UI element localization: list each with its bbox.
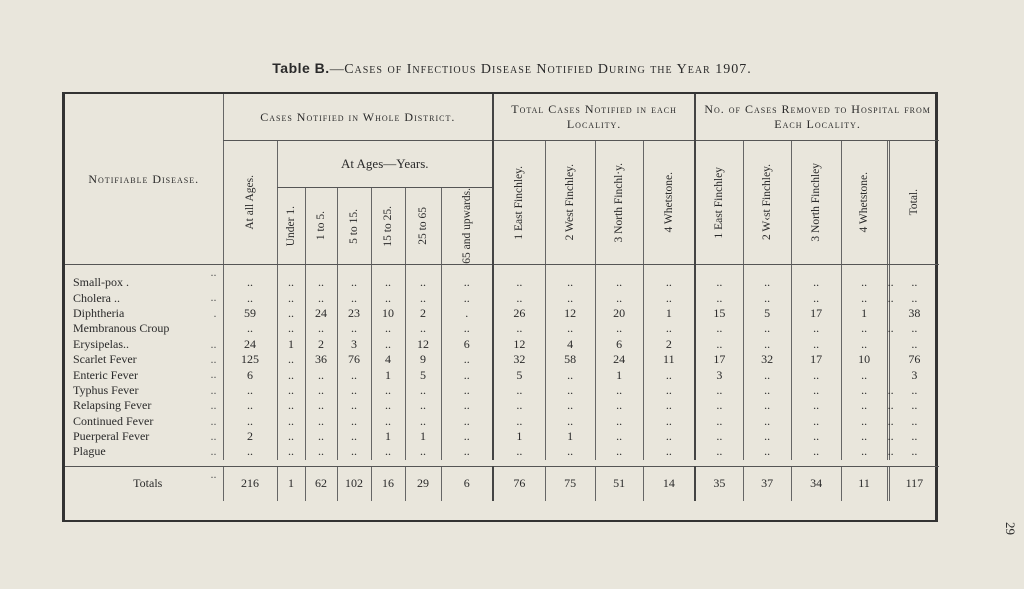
cell-value: .. xyxy=(371,321,405,336)
table-row xyxy=(65,444,939,459)
cell-value: .. xyxy=(493,383,545,398)
cell-value: .. xyxy=(405,290,441,305)
cell-value: 125 xyxy=(223,352,277,367)
cell-value: .. xyxy=(337,321,371,336)
cell-value: .. xyxy=(405,321,441,336)
cell-value: 9 xyxy=(405,352,441,367)
cell-value: .. xyxy=(371,265,405,291)
cell-value: .. xyxy=(743,398,791,413)
cell-value: .. xyxy=(695,337,743,352)
table-row xyxy=(65,290,939,305)
table-row xyxy=(65,352,939,367)
cell-value: .. xyxy=(887,444,894,459)
cell-value: 2 xyxy=(643,337,695,352)
cell-value: .. xyxy=(277,265,305,291)
cell-value: 5 xyxy=(493,367,545,382)
cell-value: 12 xyxy=(545,306,595,321)
cell-value: .. xyxy=(371,337,405,352)
table-row xyxy=(65,306,939,321)
cell-value: .. xyxy=(405,444,441,459)
cell-value: .. xyxy=(405,414,441,429)
cell-value: .. xyxy=(889,444,939,459)
cell-value: 17 xyxy=(695,352,743,367)
cell-value: .. xyxy=(841,337,887,352)
cell-value: .. xyxy=(441,444,493,459)
cell-value: .. xyxy=(545,290,595,305)
disease-name: Totals .. xyxy=(65,466,223,501)
cell-value: .. xyxy=(841,414,887,429)
header-loc-2: 2 West Finchley. xyxy=(545,141,595,265)
disease-name: Scarlet Fever .. xyxy=(73,351,217,367)
disease-name: Relapsing Fever .. xyxy=(73,398,217,413)
cell-value: .. xyxy=(545,414,595,429)
cell-value: .. xyxy=(371,398,405,413)
cell-value: 29 xyxy=(405,466,441,501)
cell-value: 1 xyxy=(545,429,595,444)
cell-value: 12 xyxy=(405,337,441,352)
cell-value: .. xyxy=(223,444,277,459)
cell-value: .. xyxy=(791,367,841,382)
cell-value: .. xyxy=(545,398,595,413)
cell-value: .. xyxy=(595,321,643,336)
totals-row xyxy=(65,466,939,501)
cell-value: .. xyxy=(841,429,887,444)
cell-value: .. xyxy=(791,337,841,352)
header-loc-3: 3 North Finchl·y. xyxy=(595,141,643,265)
cell-value: .. xyxy=(595,444,643,459)
cell-value: .. xyxy=(405,398,441,413)
cell-value: .. xyxy=(223,383,277,398)
cell-value: .. xyxy=(337,265,371,291)
header-group-whole: Cases Notified in Whole District. xyxy=(223,94,493,141)
cell-value: 36 xyxy=(305,352,337,367)
cell-value: 6 xyxy=(595,337,643,352)
cell-value: .. xyxy=(595,383,643,398)
cell-value: .. xyxy=(305,321,337,336)
table-row xyxy=(65,337,939,352)
cell-value: 32 xyxy=(493,352,545,367)
cell-value: 1 xyxy=(595,367,643,382)
cell-value: .. xyxy=(493,290,545,305)
cell-value: 102 xyxy=(337,466,371,501)
cell-value: .. xyxy=(889,321,939,336)
cell-value: .. xyxy=(545,367,595,382)
header-group-locality: Total Cases Notified in each Locality. xyxy=(493,94,695,141)
cell-value: 62 xyxy=(305,466,337,501)
cell-value: .. xyxy=(643,398,695,413)
cell-value: .. xyxy=(887,321,894,336)
cell-value: 1 xyxy=(643,306,695,321)
cell-value: .. xyxy=(889,398,939,413)
cell-value: 14 xyxy=(643,466,695,501)
cell-value: 10 xyxy=(371,306,405,321)
cell-value: .. xyxy=(277,290,305,305)
header-hosp-3: 3 North Finchley xyxy=(791,141,841,265)
cell-value: .. xyxy=(493,265,545,291)
cell-value: .. xyxy=(337,367,371,382)
cell-value: 1 xyxy=(841,306,887,321)
cell-value: .. xyxy=(493,398,545,413)
cell-value: .. xyxy=(277,306,305,321)
header-at-all-ages: At all Ages. xyxy=(223,141,277,265)
cell-value: .. xyxy=(493,321,545,336)
cell-value: . xyxy=(441,306,493,321)
cell-value: .. xyxy=(695,290,743,305)
cell-value: .. xyxy=(545,321,595,336)
cell-value: .. xyxy=(791,265,841,291)
cell-value: .. xyxy=(889,383,939,398)
cell-value: 24 xyxy=(223,337,277,352)
cell-value: 1 xyxy=(493,429,545,444)
table-row xyxy=(65,321,939,336)
cell-value: .. xyxy=(643,367,695,382)
table-body xyxy=(65,265,939,501)
cell-value: .. xyxy=(371,290,405,305)
disease-name: Plague .. xyxy=(73,444,217,459)
cell-value: .. xyxy=(643,265,695,291)
cell-value: 11 xyxy=(841,466,887,501)
cell-value: .. xyxy=(743,414,791,429)
cell-value: 16 xyxy=(371,466,405,501)
cell-value: 32 xyxy=(743,352,791,367)
cell-value: 3 xyxy=(889,367,939,382)
cell-value: .. xyxy=(545,383,595,398)
table-row xyxy=(65,398,939,413)
cell-value: 6 xyxy=(223,367,277,382)
cell-value: 24 xyxy=(305,306,337,321)
cell-value: 5 xyxy=(405,367,441,382)
cell-value: 37 xyxy=(743,466,791,501)
cell-value: 59 xyxy=(223,306,277,321)
cell-value: .. xyxy=(791,383,841,398)
cell-value: 1 xyxy=(371,367,405,382)
cell-value: 17 xyxy=(791,306,841,321)
header-age-65-up: 65 and upwards. xyxy=(441,188,493,265)
cell-value: 3 xyxy=(695,367,743,382)
cell-value: .. xyxy=(277,398,305,413)
cell-value: .. xyxy=(441,352,493,367)
cell-value: 1 xyxy=(277,466,305,501)
cell-value: 216 xyxy=(223,466,277,501)
cell-value: .. xyxy=(441,429,493,444)
cell-value: .. xyxy=(743,429,791,444)
cell-value: .. xyxy=(791,444,841,459)
cell-value: .. xyxy=(743,265,791,291)
header-disease: Notifiable Disease. xyxy=(65,94,223,265)
cell-value: .. xyxy=(223,321,277,336)
cell-value: .. xyxy=(887,382,894,397)
cell-value: .. xyxy=(791,398,841,413)
cell-value: .. xyxy=(277,367,305,382)
cell-value: 76 xyxy=(337,352,371,367)
disease-name: Membranous Croup xyxy=(73,321,170,336)
cell-value: 12 xyxy=(493,337,545,352)
header-hosp-1: 1 East Finchley xyxy=(695,141,743,265)
cell-value: 76 xyxy=(493,466,545,501)
disease-name: Diphtheria . xyxy=(73,305,217,320)
cell-value: .. xyxy=(643,321,695,336)
cell-value: .. xyxy=(743,383,791,398)
table-row xyxy=(65,265,939,291)
cell-value: 17 xyxy=(791,352,841,367)
cell-value: .. xyxy=(791,414,841,429)
cell-value: .. xyxy=(695,383,743,398)
cell-value: .. xyxy=(493,414,545,429)
cell-value: .. xyxy=(277,414,305,429)
cell-value: .. xyxy=(337,444,371,459)
disease-name: Continued Fever .. xyxy=(73,413,217,428)
disease-name: Cholera .. .. xyxy=(73,290,217,305)
cell-value: .. xyxy=(277,352,305,367)
cell-value: .. xyxy=(305,367,337,382)
header-hosp-2: 2 W‹st Finchley. xyxy=(743,141,791,265)
cell-value: .. xyxy=(743,367,791,382)
header-loc-4: 4 Whetstone. xyxy=(643,141,695,265)
disease-name: Puerperal Fever .. xyxy=(73,428,217,444)
cell-value: .. xyxy=(277,429,305,444)
cell-value: 10 xyxy=(841,352,887,367)
cell-value: 15 xyxy=(695,306,743,321)
cell-value: .. xyxy=(371,444,405,459)
cell-value: .. xyxy=(695,398,743,413)
cell-value: .. xyxy=(305,444,337,459)
cell-value: 24 xyxy=(595,352,643,367)
cell-value: .. xyxy=(695,265,743,291)
disease-name: Erysipelas.. .. xyxy=(73,336,217,351)
cell-value: .. xyxy=(371,414,405,429)
cell-value: .. xyxy=(305,265,337,291)
cell-value: .. xyxy=(305,290,337,305)
cell-value: .. xyxy=(743,321,791,336)
cell-value: .. xyxy=(545,444,595,459)
table-row xyxy=(65,414,939,429)
cell-value: .. xyxy=(441,321,493,336)
cell-value: 26 xyxy=(493,306,545,321)
disease-name: Small-pox . .. xyxy=(73,265,217,290)
cell-value: .. xyxy=(841,321,887,336)
cell-value: 75 xyxy=(545,466,595,501)
cell-value: .. xyxy=(337,290,371,305)
cell-value: 51 xyxy=(595,466,643,501)
disease-name: Enteric Fever .. xyxy=(73,367,217,382)
cell-value: .. xyxy=(791,290,841,305)
title-prefix: Table B. xyxy=(272,60,330,76)
cell-value: .. xyxy=(889,290,939,305)
cell-value: .. xyxy=(305,429,337,444)
cell-value: 1 xyxy=(405,429,441,444)
cell-value: .. xyxy=(441,383,493,398)
cell-value: .. xyxy=(305,414,337,429)
cell-value: 5 xyxy=(743,306,791,321)
cell-value: .. xyxy=(277,444,305,459)
cell-value: 23 xyxy=(337,306,371,321)
disease-table xyxy=(65,94,939,501)
cell-value: .. xyxy=(305,383,337,398)
cell-value: 76 xyxy=(889,352,939,367)
cell-value: 35 xyxy=(695,466,743,501)
cell-value: 2 xyxy=(305,337,337,352)
cell-value: .. xyxy=(223,414,277,429)
title-dash: — xyxy=(329,62,345,77)
header-age-5-15: 5 to 15. xyxy=(337,188,371,265)
table-title xyxy=(0,60,1024,78)
cell-value: .. xyxy=(337,414,371,429)
disease-table-frame xyxy=(62,92,938,522)
cell-value: .. xyxy=(743,444,791,459)
cell-value: .. xyxy=(889,414,939,429)
cell-value: .. xyxy=(841,444,887,459)
cell-value: .. xyxy=(595,265,643,291)
table-row xyxy=(65,429,939,444)
title-text: Cases of Infectious Disease Notified During the Year 1907. xyxy=(344,62,752,77)
cell-value: .. xyxy=(887,290,894,305)
header-hosp-4: 4 Whetstone. xyxy=(841,141,887,265)
cell-value: .. xyxy=(223,398,277,413)
cell-value: .. xyxy=(887,429,894,444)
cell-value: .. xyxy=(337,398,371,413)
cell-value: .. xyxy=(441,265,493,291)
cell-value: .. xyxy=(277,321,305,336)
cell-value: .. xyxy=(223,290,277,305)
cell-value: .. xyxy=(791,429,841,444)
table-row xyxy=(65,383,939,398)
cell-value: .. xyxy=(841,398,887,413)
cell-value: .. xyxy=(887,265,889,291)
cell-value: .. xyxy=(643,383,695,398)
cell-value: .. xyxy=(277,383,305,398)
cell-value: .. xyxy=(223,265,277,291)
cell-value: .. xyxy=(889,337,939,352)
cell-value: 6 xyxy=(441,466,493,501)
cell-value: 4 xyxy=(545,337,595,352)
table-row xyxy=(65,367,939,382)
cell-value: .. xyxy=(595,414,643,429)
cell-value: 117 xyxy=(889,466,939,501)
cell-value: 2 xyxy=(223,429,277,444)
cell-value: .. xyxy=(841,367,887,382)
cell-value: .. xyxy=(595,290,643,305)
cell-value: 11 xyxy=(643,352,695,367)
header-age-under-1: Under 1. xyxy=(277,188,305,265)
cell-value: .. xyxy=(841,383,887,398)
cell-value: .. xyxy=(595,398,643,413)
cell-value: .. xyxy=(545,265,595,291)
cell-value: .. xyxy=(695,429,743,444)
cell-value: .. xyxy=(695,321,743,336)
cell-value: 6 xyxy=(441,337,493,352)
cell-value: .. xyxy=(695,414,743,429)
cell-value: .. xyxy=(743,337,791,352)
cell-value: 34 xyxy=(791,466,841,501)
cell-value: 58 xyxy=(545,352,595,367)
header-hosp-total: Total. xyxy=(889,141,939,265)
cell-value: .. xyxy=(889,265,939,291)
cell-value: .. xyxy=(743,290,791,305)
cell-value: .. xyxy=(643,290,695,305)
cell-value: .. xyxy=(887,413,894,428)
cell-value: .. xyxy=(841,265,887,291)
page-number: 29 xyxy=(1003,522,1018,535)
cell-value: 1 xyxy=(371,429,405,444)
disease-name: Typhus Fever .. xyxy=(73,382,217,397)
cell-value: .. xyxy=(441,367,493,382)
cell-value: 3 xyxy=(337,337,371,352)
cell-value: 1 xyxy=(277,337,305,352)
cell-value: 38 xyxy=(889,306,939,321)
header-at-ages-years: At Ages—Years. xyxy=(277,141,493,188)
cell-value: .. xyxy=(887,398,894,413)
cell-value: 20 xyxy=(595,306,643,321)
cell-value: .. xyxy=(405,383,441,398)
cell-value: .. xyxy=(441,414,493,429)
cell-value: 4 xyxy=(371,352,405,367)
cell-value: .. xyxy=(441,398,493,413)
cell-value: .. xyxy=(889,429,939,444)
cell-value: .. xyxy=(643,444,695,459)
header-group-hospital: No. of Cases Removed to Hospital from Each Locality. xyxy=(695,94,939,141)
cell-value: .. xyxy=(337,383,371,398)
header-loc-1: 1 East Finchley. xyxy=(493,141,545,265)
header-age-1-5: 1 to 5. xyxy=(305,188,337,265)
cell-value: .. xyxy=(643,429,695,444)
cell-value: .. xyxy=(643,414,695,429)
header-age-15-25: 15 to 25. xyxy=(371,188,405,265)
header-age-25-65: 25 to 65 xyxy=(405,188,441,265)
cell-value: .. xyxy=(405,265,441,291)
cell-value: 2 xyxy=(405,306,441,321)
cell-value: .. xyxy=(841,290,887,305)
cell-value: .. xyxy=(595,429,643,444)
cell-value: .. xyxy=(371,383,405,398)
cell-value: .. xyxy=(791,321,841,336)
cell-value: .. xyxy=(305,398,337,413)
cell-value: .. xyxy=(337,429,371,444)
cell-value: .. xyxy=(441,290,493,305)
cell-value: .. xyxy=(695,444,743,459)
cell-value: .. xyxy=(493,444,545,459)
